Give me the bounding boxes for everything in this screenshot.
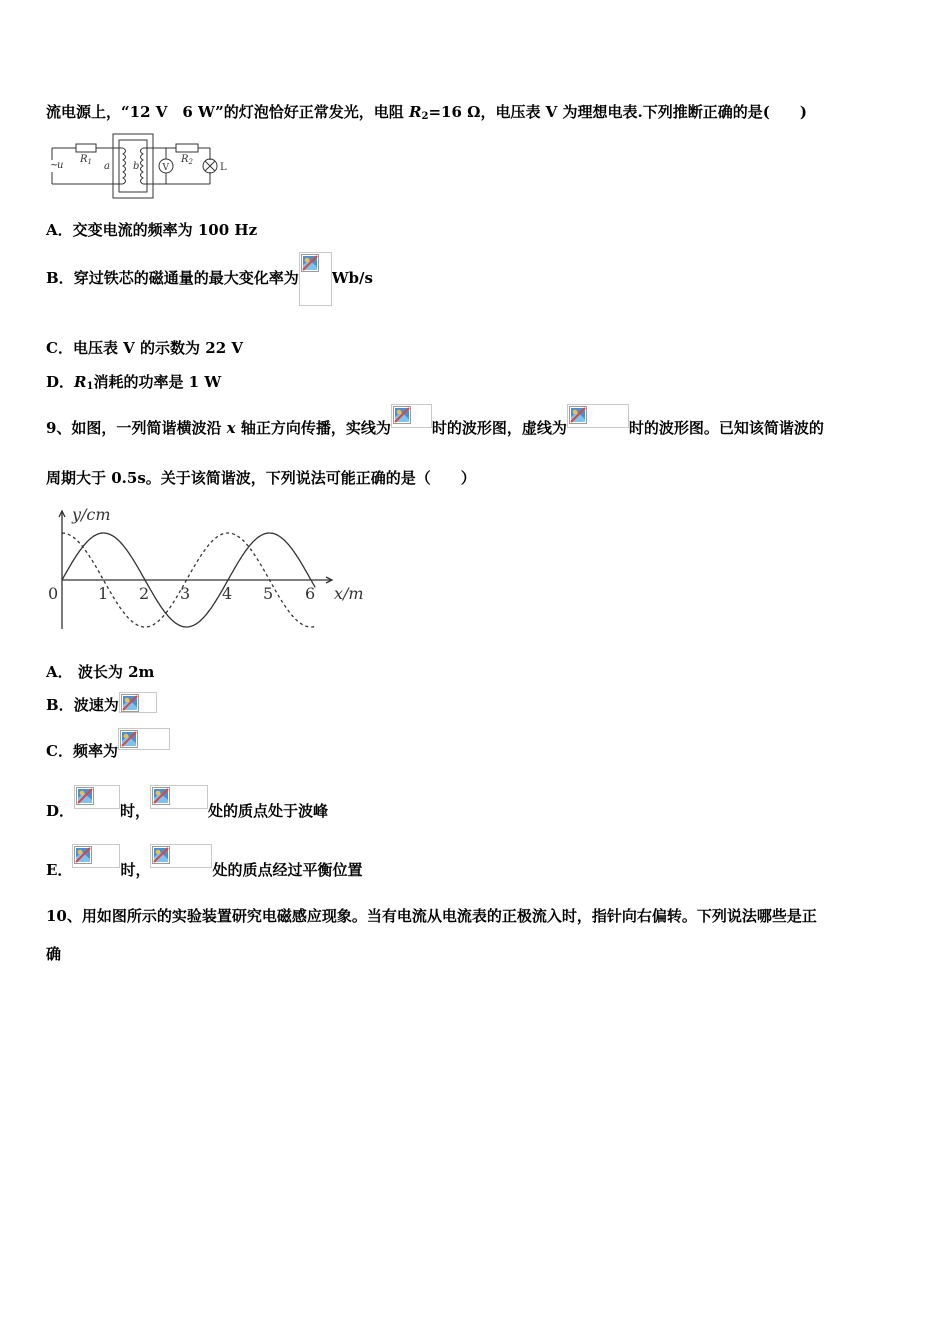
broken-image-icon — [393, 406, 411, 424]
q8-option-d: D．$R_1$消耗的功率是 1 W — [46, 373, 222, 392]
broken-image-icon — [152, 787, 170, 805]
label-r1: $R_1$ — [80, 154, 92, 166]
formula-image — [150, 844, 212, 868]
tick-label: 4 — [222, 584, 233, 603]
wave-graph — [40, 503, 370, 633]
svg-text:~: ~ — [50, 160, 59, 171]
q8-option-a: A．交变电流的频率为 100 Hz — [46, 221, 258, 239]
label-u: u — [57, 160, 64, 171]
formula-image — [391, 404, 432, 428]
q9-option-b: B．波速为 — [46, 692, 157, 716]
q9-option-e: E． 时， 处的质点经过平衡位置 — [46, 843, 362, 883]
q9-stem-line2: 周期大于 0.5s。关于该简谐波，下列说法可能正确的是（ ） — [46, 469, 476, 487]
q10-stem-line2: 确 — [46, 945, 62, 963]
label-voltmeter: V — [162, 163, 169, 173]
y-axis-label: y/cm — [72, 505, 111, 524]
q10-stem-line1: 10、用如图所示的实验装置研究电磁感应现象。当有电流从电流表的正极流入时，指针向右偏转。下列说法哪些是正 — [46, 907, 817, 925]
formula-image — [299, 252, 332, 306]
q8-option-c: C．电压表 V 的示数为 22 V — [46, 339, 243, 357]
formula-image — [119, 692, 157, 713]
tick-label: 6 — [305, 584, 316, 603]
tick-label: 2 — [139, 584, 150, 603]
broken-image-icon — [76, 787, 94, 805]
formula-image — [150, 785, 208, 809]
origin-label: 0 — [48, 584, 59, 603]
broken-image-icon — [120, 730, 138, 748]
q9-option-a: A． 波长为 2m — [46, 663, 155, 681]
formula-image — [72, 844, 120, 868]
tick-label: 5 — [263, 584, 274, 603]
broken-image-icon — [569, 406, 587, 424]
q8-stem: 流电源上，“12 V 6 W”的灯泡恰好正常发光，电阻 $R_2=16$ Ω，电压表 V 为理想电表.下列推断正确的是( ) — [46, 103, 807, 122]
broken-image-icon — [152, 846, 170, 864]
broken-image-icon — [74, 846, 92, 864]
q8-option-b: B．穿过铁芯的磁通量的最大变化率为 Wb/s — [46, 250, 373, 306]
formula-image — [74, 785, 120, 809]
label-r2: $R_2$ — [181, 154, 193, 166]
q9-option-c: C．频率为 — [46, 726, 170, 760]
broken-image-icon — [121, 694, 139, 712]
q9-stem-line1: 9、如图，一列简谐横波沿 x 轴正方向传播，实线为 时的波形图，虚线为 时的波形图。已知该简谐波的 — [46, 404, 824, 448]
tick-label: 3 — [180, 584, 191, 603]
formula-image — [118, 728, 170, 750]
label-lamp: L — [220, 162, 227, 173]
tick-label: 1 — [98, 584, 109, 603]
formula-image — [567, 404, 629, 428]
q9-option-d: D． 时， 处的质点处于波峰 — [46, 784, 328, 824]
broken-image-icon — [301, 254, 319, 272]
label-a: a — [104, 161, 110, 172]
x-axis-label: x/m — [334, 584, 364, 603]
label-b: b — [133, 161, 140, 172]
transformer-circuit-diagram — [44, 132, 234, 202]
